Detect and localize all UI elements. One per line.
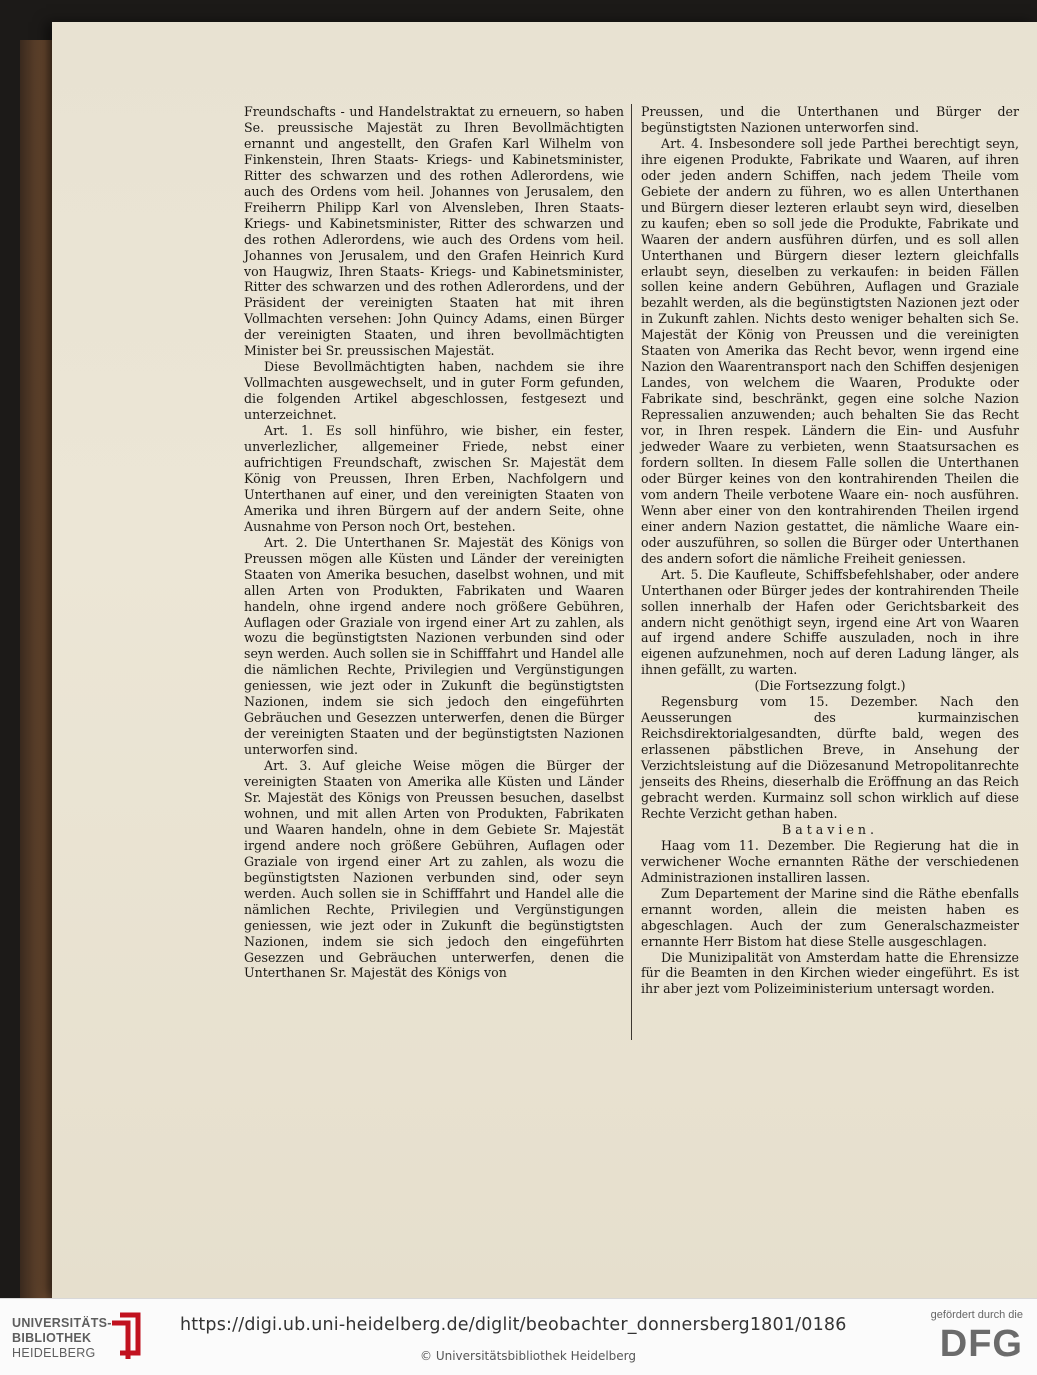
- paragraph: Art. 5. Die Kaufleute, Schiffsbefehlshaber, oder andere Unterthanen oder Bürger jedes der kontrahirenden Theile sollen innerhalb der Hafen oder Gerichtsbarkeit des andern nicht genöthigt seyn, irgend eine Art von Waaren auf irgend andere Schiffe auszuladen, noch in ihre eigenen aufzunehmen, noch auf deren Ladung länger, als ihnen gefällt, zu warten.: [641, 566, 1019, 678]
- column-rule: [631, 104, 632, 1040]
- library-logo-icon: [106, 1309, 144, 1359]
- paragraph: Freundschafts - und Handelstraktat zu erneuern, so haben Se. preussische Majestät zu Ihren Bevollmächtigten ernannt und angestellt, den Grafen Karl Wilhelm von Finkenstein, Ihren Staats- Kriegs- und Kabinetsminister, Ritter des schwarzen und des rothen Adlerordens, wie auch des Ordens vom heil. Johannes von Jerusalem, den Freiherrn Philipp Karl von Alvensleben, Ihren Staats- Kriegs- und Kabinetsminister, Ritter des schwarzen und des rothen Adlerordens, wie auch des Ordens vom heil. Johannes von Jerusalem, und den Grafen Heinrich Kurd von Haugwiz, Ihren Staats- Kriegs- und Kabinetsminister, Ritter des schwarzen und des rothen Adlerordens, und der Präsident der vereinigten Staaten hat mit ihren Vollmachten versehen: John Quincy Adams, einen Bürger der vereinigten Staaten, und ihren bevollmächtigten Minister bei Sr. preussischen Majestät.: [244, 104, 624, 359]
- page-url-link[interactable]: https://digi.ub.uni-heidelberg.de/diglit/beobachter_donnersberg1801/0186: [180, 1315, 847, 1335]
- paragraph: Die Munizipalität von Amsterdam hatte die Ehrensizze für die Beamten in den Kirchen wieder eingeführt. Es ist ihr aber jezt vom Polizeiministerium untersagt worden.: [641, 949, 1019, 997]
- paragraph: Preussen, und die Unterthanen und Bürger der begünstigtsten Nazionen unterworfen sind.: [641, 104, 1019, 135]
- copyright-text: © Universitätsbibliothek Heidelberg: [420, 1349, 637, 1363]
- paragraph: Art. 2. Die Unterthanen Sr. Majestät des Königs von Preussen mögen alle Küsten und Länder der vereinigten Staaten von Amerika besuchen, daselbst wohnen, und mit allen Arten von Produkten, Fabrikaten und Waaren handeln, ohne irgend andere noch größere Gebühren, Auflagen oder Graziale von irgend einer Art zu zahlen, als wozu die begünstigtsten Nazionen verbunden sind oder seyn werden. Auch sollen sie in Schifffahrt und Handel alle die nämlichen Rechte, Privilegien und Vergünstigungen geniessen, wie jezt oder in Zukunft die begünstigtsten Nazionen, indem sie sich jedoch den eingeführten Gebräuchen und Gesezzen unterwerfen, denen die Bürger der vereinigten Staaten und der begünstigtsten Nazionen unterworfen sind.: [244, 534, 624, 758]
- library-name: [12, 1316, 112, 1361]
- continuation-note: (Die Fortsezzung folgt.): [754, 678, 906, 694]
- paragraph: Art. 4. Insbesondere soll jede Parthei berechtigt seyn, ihre eigenen Produkte, Fabrikate und Waaren, auf ihren oder jeden andern Schiffen, nach jedem Theile vom Gebiete der andern zu führen, wo es allen Unterthanen und Bürgern dieser lezteren erlaubt seyn wird, dieselben zu kaufen; eben so soll jede die Produkte, Fabrikate und Waaren der andern ausführen dürfen, und es soll allen Unterthanen und Bürgern dieser leztern gleichfalls erlaubt seyn, dieselben zu verkaufen: in beiden Fällen sollen keine andern Gebühren, Auflagen und Graziale bezahlt werden, als die begünstigtsten Nazionen jezt oder in Zukunft zahlen. Nichts desto weniger behalten sich Se. Majestät der König von Preussen und die vereinigten Staaten von Amerika das Recht bevor, wenn irgend eine Nazion den Waarentransport nach den Schiffen desjenigen Landes, von welchem die Waaren, Produkte oder Fabrikate sind, beschränkt, gegen eine solche Nazion Repressalien anzuwenden; auch behalten Sie das Recht vor, in Ihren respek. Ländern die Ein- und Ausfuhr jedweder Waare zu verbieten, wenn Staatsursachen es fordern sollten. In diesem Falle sollen die Unterthanen oder Bürger keines von den kontrahirenden Theilen die vom andern Theile verbotene Waare ein- noch ausführen. Wenn aber einer von den kontrahirenden Theilen irgend einer andern Nazion gestattet, die nämliche Waare ein- oder auszuführen, so sollen die Bürger oder Unterthanen des andern sofort die nämliche Freiheit geniessen.: [641, 135, 1019, 566]
- funding-note: gefördert durch die: [930, 1309, 1023, 1321]
- library-line: UNIVERSITÄTS-: [12, 1316, 112, 1330]
- dfg-logo: DFG: [939, 1323, 1023, 1365]
- library-line: BIBLIOTHEK: [12, 1331, 92, 1345]
- paragraph: Art. 3. Auf gleiche Weise mögen die Bürger der vereinigten Staaten von Amerika alle Küsten und Länder Sr. Majestät des Königs von Preussen besuchen, daselbst wohnen, und mit allen Arten von Produkten, Fabrikaten und Waaren handeln, ohne in dem Gebiete Sr. Majestät irgend andere noch größere Gebühren, Auflagen oder Graziale von irgend einer Art zu zahlen, als wozu die begünstigtsten Nazionen verbunden sind, oder seyn werden. Auch sollen sie in Schifffahrt und Handel alle die nämlichen Rechte, Privilegien und Vergünstigungen geniessen, wie jezt oder in Zukunft die begünstigtsten Nazionen, indem sie sich jedoch den eingeführten Gesezzen und Gebräuchen unterwerfen, denen die Unterthanen Sr. Majestät des Königs von: [244, 758, 624, 981]
- paragraph: Haag vom 11. Dezember. Die Regierung hat die in verwichener Woche ernannten Räthe der verschiedenen Administrazionen installiren lassen.: [641, 837, 1019, 885]
- paragraph: Art. 1. Es soll hinführo, wie bisher, ein fester, unverlezlicher, allgemeiner Friede, nebst einer aufrichtigen Freundschaft, zwischen Sr. Majestät dem König von Preussen, Ihren Erben, Nachfolgern und Unterthanen auf einer, und den vereinigten Staaten von Amerika und ihren Bürgern auf der andern Seite, ohne Ausnahme von Person noch Ort, bestehen.: [244, 423, 624, 534]
- viewer-footer: [0, 1298, 1037, 1375]
- paragraph: Regensburg vom 15. Dezember. Nach den Aeusserungen des kurmainzischen Reichsdirektorialgesandten, dürfte bald, wegen des erlassenen päbstlichen Breve, in Ansehung der Verzichtsleistung auf die Diözesanund Metropolitanrechte jenseits des Rheins, dieserhalb die Eröffnung an das Reich gebracht werden. Kurmainz soll schon wirklich auf diese Rechte Verzicht gethan haben.: [641, 694, 1019, 821]
- paragraph: Zum Departement der Marine sind die Räthe ebenfalls ernannt worden, allein die meisten haben es abgeschlagen. Auch der zum Generalschazmeister ernannte Herr Bistom hat diese Stelle ausgeschlagen.: [641, 885, 1019, 949]
- right-column: [641, 104, 1019, 997]
- section-heading: Batavien.: [781, 821, 879, 837]
- paragraph: Diese Bevollmächtigten haben, nachdem sie ihre Vollmachten ausgewechselt, und in guter Form gefunden, die folgenden Artikel abgeschlossen, festgesezt und unterzeichnet.: [244, 359, 624, 423]
- library-line: HEIDELBERG: [12, 1346, 96, 1360]
- left-column: [244, 104, 624, 981]
